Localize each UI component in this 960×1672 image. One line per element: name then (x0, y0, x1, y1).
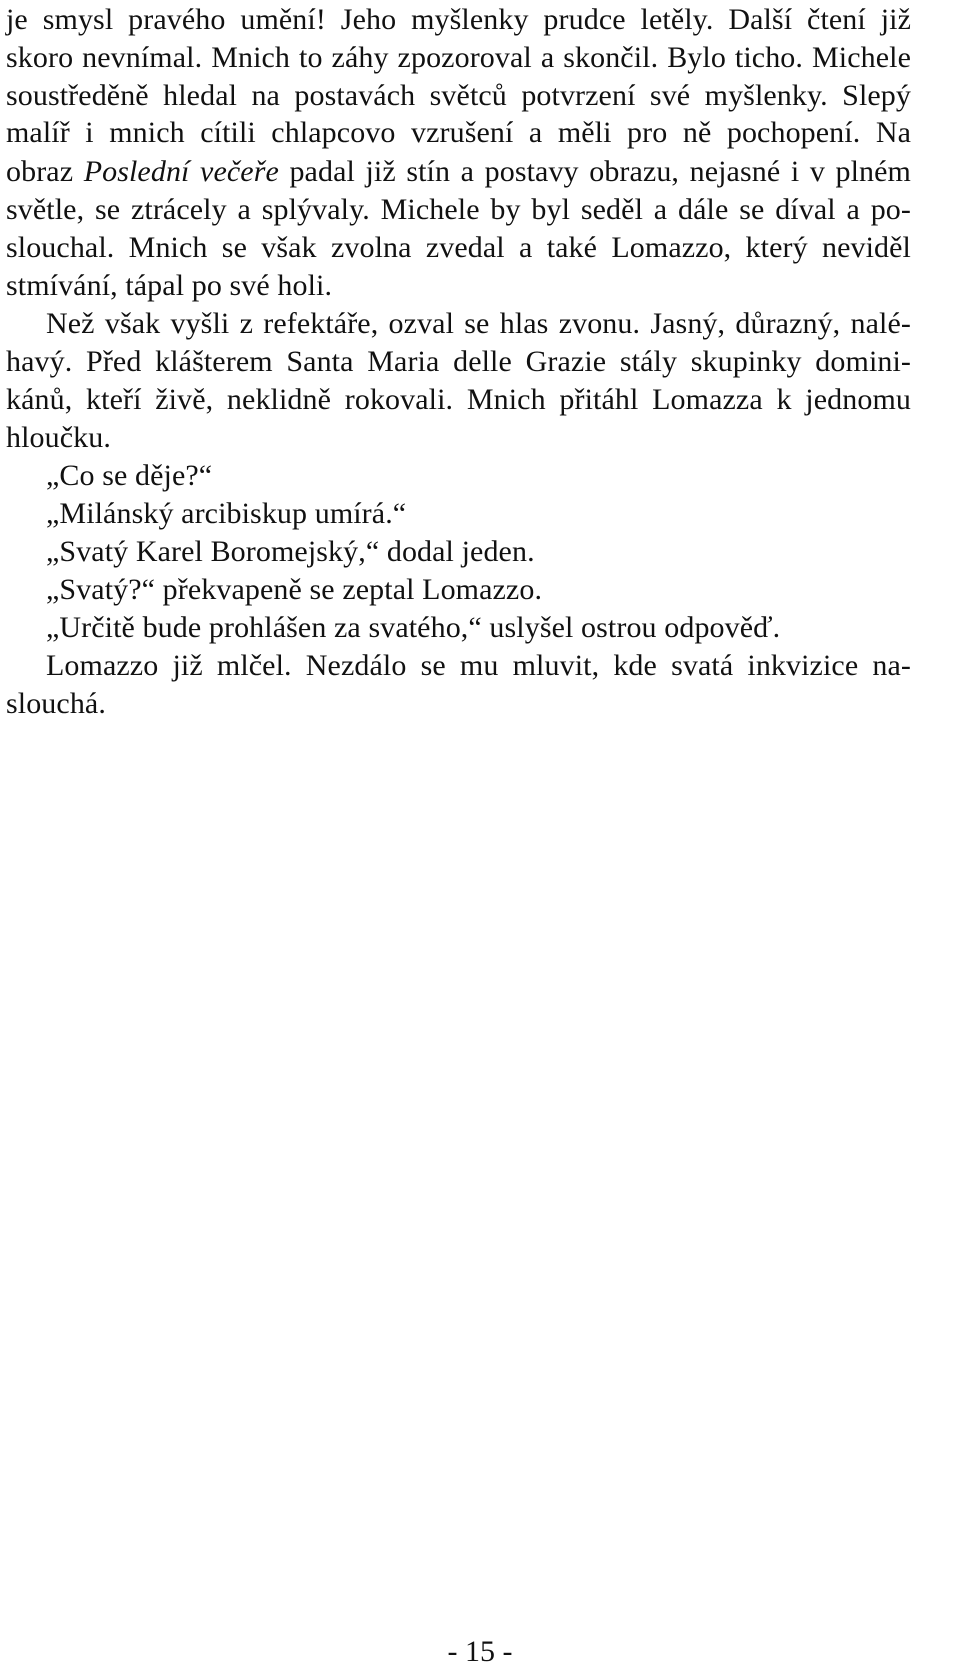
text-line: skoro nevnímal. Mnich to záhy zpozoroval a skončil. Bylo ticho. Michele (6, 41, 911, 74)
text-line: hloučku. (6, 421, 111, 454)
text-line: Lomazzo již mlčel. Nezdálo se mu mluvit, kde svatá inkvizice na- (46, 649, 911, 682)
dialogue-line: „Určitě bude prohlášen za svatého,“ uslyšel ostrou odpověď. (46, 611, 781, 644)
text-line: kánů, kteří živě, neklidně rokovali. Mnich přitáhl Lomazza k jednomu (6, 383, 911, 416)
text-line: Než však vyšli z refektáře, ozval se hlas zvonu. Jasný, důrazný, nalé- (46, 307, 911, 340)
text-line: slouchá. (6, 687, 106, 720)
text-line: havý. Před klášterem Santa Maria delle Grazie stály skupinky domini- (6, 345, 911, 378)
text-line: malíř i mnich cítili chlapcovo vzrušení a měli pro ně pochopení. Na (6, 116, 911, 149)
text-line: soustředěně hledal na postavách světců potvrzení své myšlenky. Slepý (6, 79, 911, 112)
dialogue-line: „Co se děje?“ (46, 459, 213, 492)
text-line: slouchal. Mnich se však zvolna zvedal a také Lomazzo, který neviděl (6, 231, 911, 264)
painting-title: Poslední večeře (83, 155, 279, 188)
text-run: obraz (6, 155, 84, 188)
text-line: světle, se ztrácely a splývaly. Michele by byl seděl a dále se díval a po- (6, 193, 911, 226)
text-run: padal již stín a postavy obrazu, nejasné i v plném (278, 155, 911, 188)
text-line: stmívání, tápal po své holi. (6, 269, 333, 302)
text-line: je smysl pravého umění! Jeho myšlenky prudce letěly. Další čtení již (6, 3, 911, 36)
page-number: - 15 - (447, 1635, 513, 1668)
text-line (6, 152, 911, 192)
dialogue-line: „Milánský arcibiskup umírá.“ (46, 497, 407, 530)
dialogue-line: „Svatý Karel Boromejský,“ dodal jeden. (46, 535, 535, 568)
dialogue-line: „Svatý?“ překvapeně se zeptal Lomazzo. (46, 573, 543, 606)
